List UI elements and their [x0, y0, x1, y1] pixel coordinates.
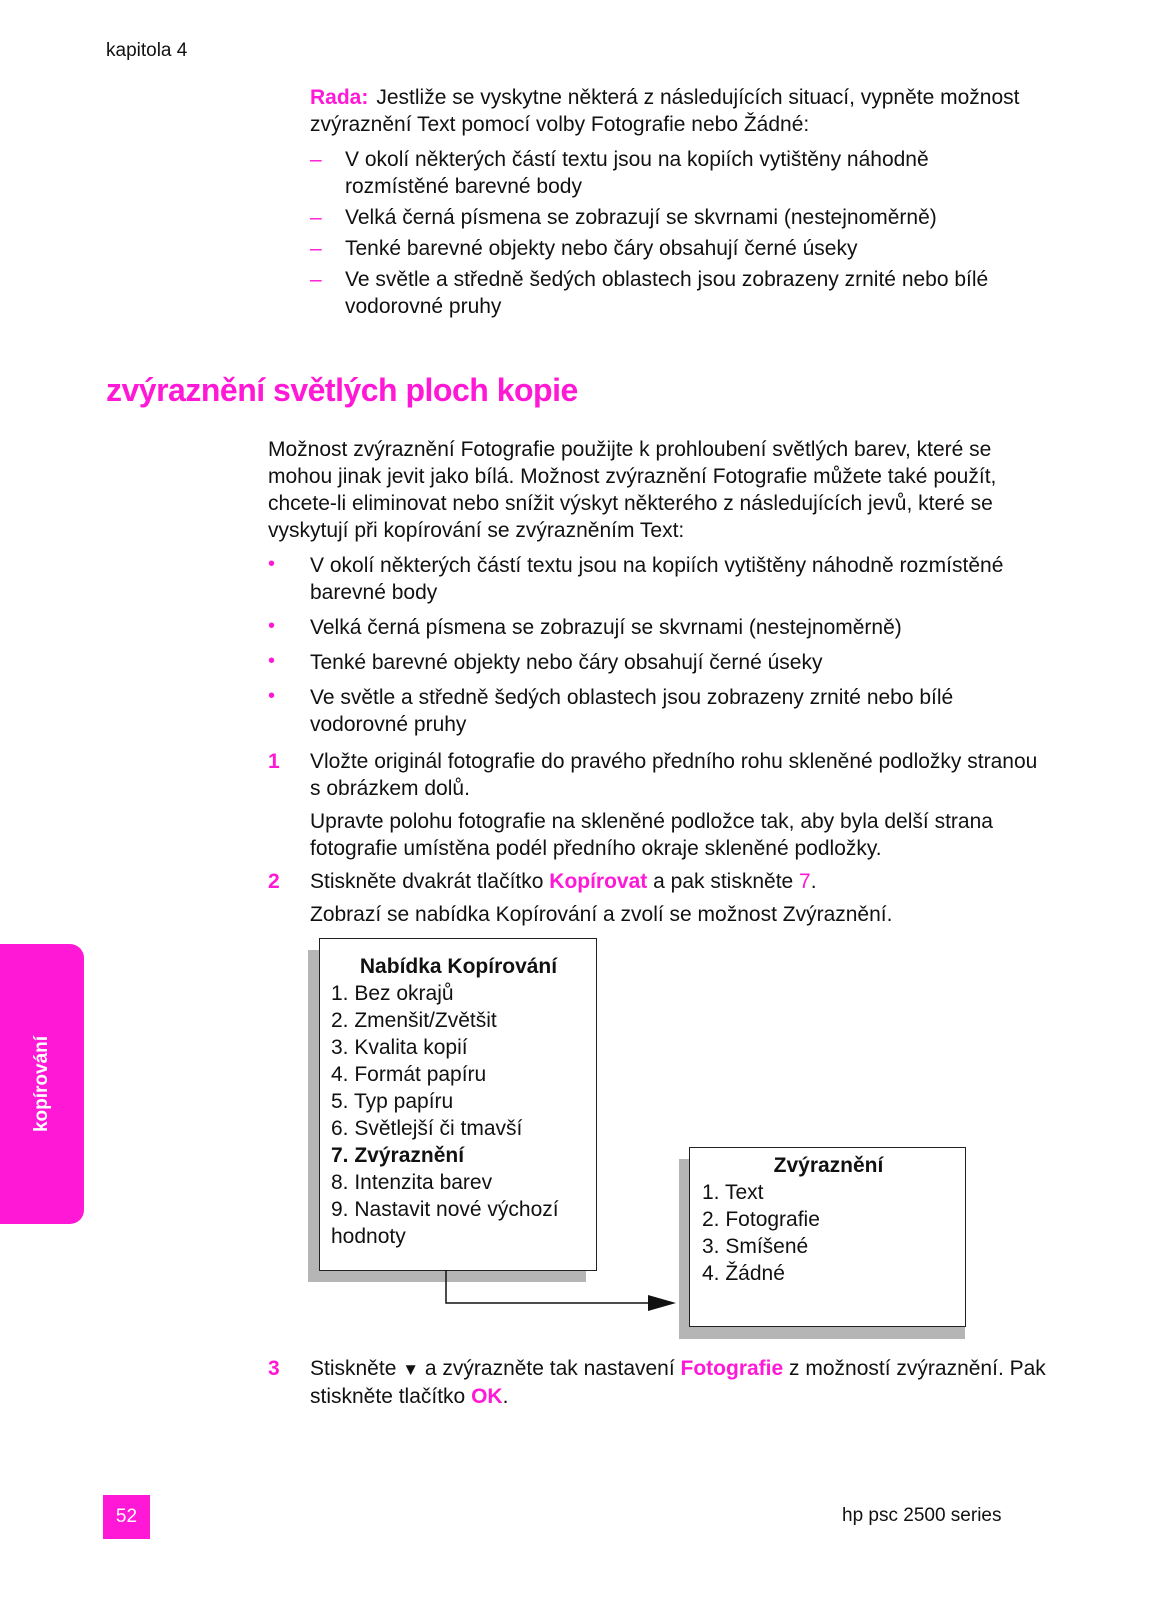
menu-item: 4. Žádné [702, 1262, 785, 1285]
bullet-icon: • [268, 553, 276, 575]
step-number: 2 [268, 870, 280, 893]
menu-item: 3. Smíšené [702, 1235, 809, 1258]
bullet-item: • Tenké barevné objekty nebo čáry obsahují černé úseky [268, 650, 823, 674]
step-number: 1 [268, 750, 280, 773]
step-note: Upravte polohu fotografie na skleněné podložce tak, aby byla delší strana fotografie umístěna podél předního okraje skleněné podložky. [310, 810, 993, 860]
menu-item: 5. Typ papíru [331, 1090, 454, 1113]
bullet-icon: • [268, 685, 276, 707]
bullet-item: • V okolí některých částí textu jsou na kopiích vytištěny náhodně rozmístěné barevné body [268, 553, 1004, 604]
ok-button-name: OK [471, 1385, 503, 1408]
menu-item: 3. Kvalita kopií [331, 1036, 468, 1059]
menu-item: 1. Bez okrajů [331, 982, 454, 1005]
tip-list-item: – Tenké barevné objekty nebo čáry obsahují černé úseky [310, 237, 858, 260]
tip-list-item: – Velká černá písmena se zobrazují se skvrnami (nestejnoměrně) [310, 206, 937, 229]
step-text: Stiskněte ▼ a zvýrazněte tak nastavení Fotografie z možností zvýraznění. Pak stiskněte tlačítko OK. [310, 1357, 1046, 1408]
menu-item: 9. Nastavit nové výchozí hodnoty [331, 1198, 559, 1248]
step-number: 3 [268, 1357, 280, 1380]
step-note: Zobrazí se nabídka Kopírování a zvolí se možnost Zvýraznění. [310, 903, 893, 926]
side-tab-label: kopírování [31, 1035, 53, 1133]
bullet-icon: • [268, 615, 276, 637]
tip-text: Jestliže se vyskytne některá z následujících situací, vypněte možnost zvýraznění Text pomocí volby Fotografie nebo Žádné: [310, 86, 1020, 136]
copy-button-name: Kopírovat [549, 870, 648, 893]
bullet-item: • Velká černá písmena se zobrazují se skvrnami (nestejnoměrně) [268, 615, 902, 639]
tip-label: Rada: [310, 86, 369, 109]
bullet-item: • Ve světle a středně šedých oblastech jsou zobrazeny zrnité nebo bílé vodorovné pruhy [268, 685, 954, 736]
down-arrow-icon: ▼ [402, 1360, 420, 1379]
section-intro: Možnost zvýraznění Fotografie použijte k prohloubení světlých barev, které se mohou jinak jevit jako bílá. Možnost zvýraznění Fotografie můžete také použít, chcete-li eliminovat nebo snížit výskyt některého z následujících jevů, které se vyskytují při kopírování se zvýrazněním Text: [268, 438, 997, 542]
footer-product: hp psc 2500 series [842, 1505, 1002, 1526]
section-title: zvýraznění světlých ploch kopie [106, 372, 578, 408]
menu-item: 2. Fotografie [702, 1208, 820, 1231]
page-number: 52 [103, 1495, 150, 1539]
key-7: 7 [799, 870, 811, 893]
dash-marker: – [310, 148, 322, 171]
step-text: Vložte originál fotografie do pravého předního rohu skleněné podložky stranou s obrázkem dolů. [310, 750, 1038, 800]
step-text: Stiskněte dvakrát tlačítko Kopírovat a pak stiskněte 7. [310, 870, 817, 893]
menu-item: 1. Text [702, 1181, 764, 1204]
menu-item: 2. Zmenšit/Zvětšit [331, 1009, 497, 1032]
dash-marker: – [310, 237, 322, 260]
tip-list-item: – V okolí některých částí textu jsou na kopiích vytištěny náhodně rozmístěné barevné body [310, 148, 929, 198]
menu-item: 8. Intenzita barev [331, 1171, 493, 1194]
menu-item: 6. Světlejší či tmavší [331, 1117, 523, 1140]
menu-title: Nabídka Kopírování [359, 955, 558, 978]
step-3 [268, 1355, 1048, 1410]
side-tab-label-wrap [0, 944, 84, 1224]
bullet-icon: • [268, 650, 276, 672]
menu-title: Zvýraznění [773, 1154, 884, 1177]
photo-option: Fotografie [680, 1357, 784, 1380]
chapter-header: kapitola 4 [106, 40, 188, 61]
menu-item: 4. Formát papíru [331, 1063, 487, 1086]
tip-list-item: – Ve světle a středně šedých oblastech jsou zobrazeny zrnité nebo bílé vodorovné pruhy [310, 268, 989, 318]
menu-item-selected: 7. Zvýraznění [331, 1144, 465, 1167]
dash-marker: – [310, 268, 322, 291]
dash-marker: – [310, 206, 322, 229]
enhancement-menu-panel [689, 1147, 966, 1327]
